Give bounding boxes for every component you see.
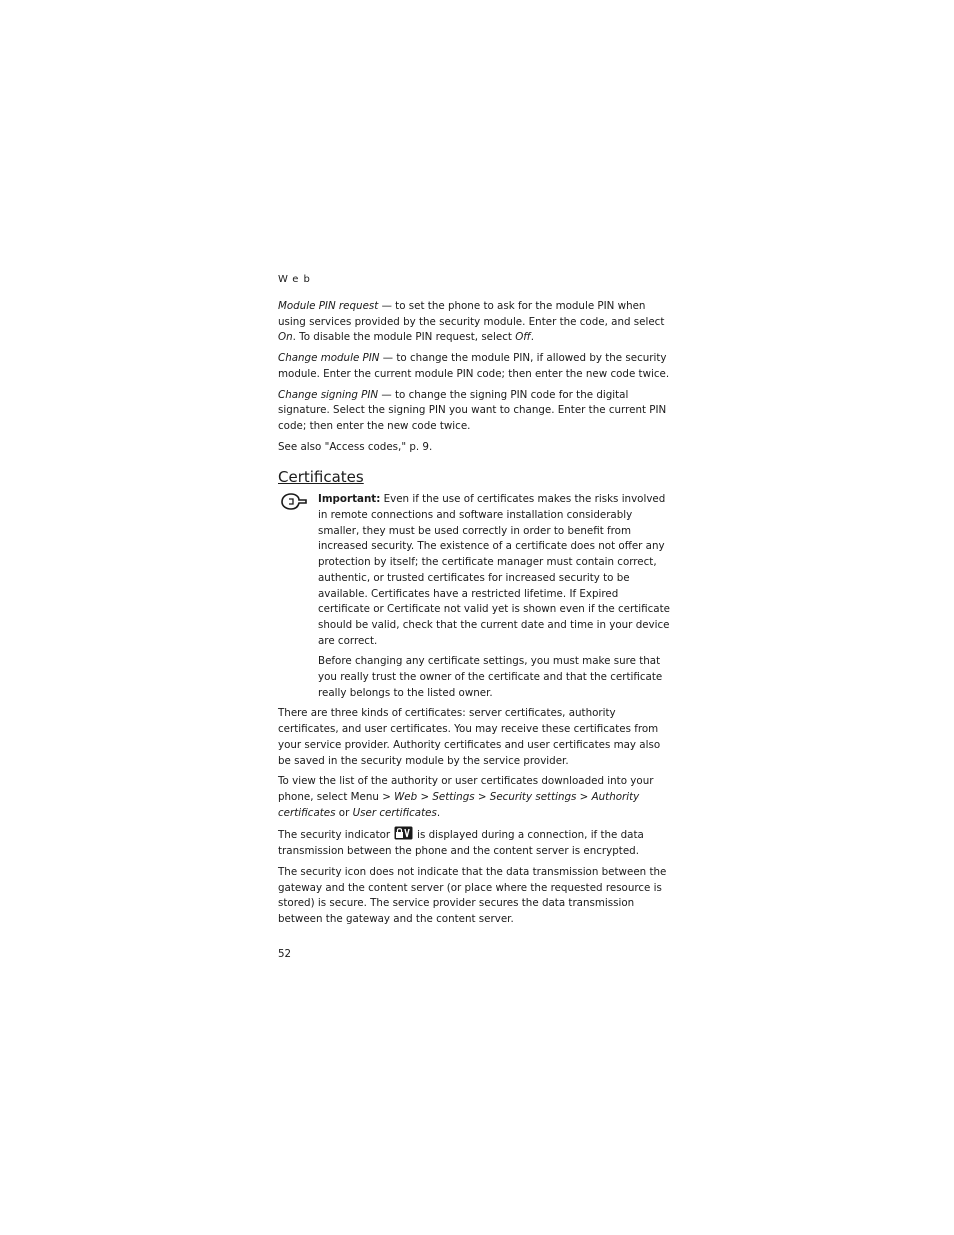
important-note-text-1 <box>318 492 670 649</box>
change-signing-pin-text: — to change the signing PIN code for the digital signature. Select the signing PIN you want to change. Enter the current PIN code; then enter the new code twice. <box>278 388 667 432</box>
change-signing-pin-item <box>278 388 670 435</box>
menu-path-web: Web <box>394 790 418 803</box>
off-option: Off <box>515 331 531 344</box>
important-note-body: Even if the use of certificates makes the risks involved in remote connections and software installation considerably smaller, they must be used correctly in order to benefit from increased security. The existence of a certificate does not offer any protection by itself; the certificate manager must contain correct, authentic, or trusted certificates for increased security to be available. Certificates have a restricted lifetime. If Expired certificate or Certificate not valid yet is shown even if the certificate should be valid, check that the current date and time in your device are correct. <box>318 493 670 647</box>
view-certificates-text: To view the list of the authority or user certificates downloaded into your phone, select <box>278 775 654 803</box>
important-note <box>278 492 670 701</box>
menu-path-settings: Settings <box>432 790 475 803</box>
path-separator: > <box>576 790 592 803</box>
change-module-pin-term: Change module PIN <box>278 352 380 365</box>
menu-path-security-settings: Security settings <box>489 790 577 803</box>
page-number: 52 <box>278 948 292 960</box>
certificate-kinds-paragraph: There are three kinds of certificates: server certificates, authority certificates, and user certificates. You may receive these certificates from your service provider. Authority certificates and user certificates may also be saved in the security module by the service provider. <box>278 707 661 767</box>
security-icon-note-paragraph: The security icon does not indicate that the data transmission between the gateway and the content server (or place where the requested resource is stored) is secure. The service provider secures the data transmission between the gateway and the content server. <box>278 865 667 925</box>
path-separator: > <box>378 790 395 803</box>
view-certificates-paragraph <box>278 774 670 821</box>
path-separator: > <box>417 790 433 803</box>
security-indicator-paragraph <box>278 826 670 859</box>
certificates-heading: Certificates <box>278 468 364 487</box>
important-label: Important: <box>318 493 381 506</box>
change-signing-pin-term: Change signing PIN <box>278 388 379 401</box>
sentence-end: . <box>436 806 441 819</box>
important-note-text-2: Before changing any certificate settings, you must make sure that you really trust the owner of the certificate and that the certificate really belongs to the listed owner. <box>318 655 663 699</box>
see-also-reference: See also "Access codes," p. 9. <box>278 440 433 453</box>
module-pin-request-text-a: — to set the phone to ask for the module PIN when using services provided by the security module. Enter the code, and select <box>278 300 665 328</box>
hand-pointer-icon <box>280 492 308 510</box>
on-option: On <box>278 331 293 344</box>
module-pin-request-text-c: . <box>530 331 535 344</box>
path-separator: > <box>474 790 490 803</box>
security-indicator-text-b: is displayed during a connection, if the data transmission between the phone and the content server is encrypted. <box>278 829 644 858</box>
or-text: or <box>335 806 353 819</box>
change-module-pin-item <box>278 351 670 382</box>
security-lock-icon <box>394 826 413 840</box>
menu-path-menu: Menu <box>350 790 379 803</box>
menu-path-user-certificates: User certificates <box>352 806 437 819</box>
menu-path-authority-certificates: Authority certificates <box>278 790 640 819</box>
running-header: Web <box>278 274 315 285</box>
security-indicator-text-a: The security indicator <box>278 829 391 842</box>
module-pin-request-term: Module PIN request <box>278 300 379 312</box>
module-pin-request-item <box>278 299 670 346</box>
page-body <box>278 299 670 933</box>
change-module-pin-text: — to change the module PIN, if allowed by the security module. Enter the current module PIN code; then enter the new code twice. <box>278 352 670 380</box>
module-pin-request-text-b: . To disable the module PIN request, select <box>292 331 516 344</box>
